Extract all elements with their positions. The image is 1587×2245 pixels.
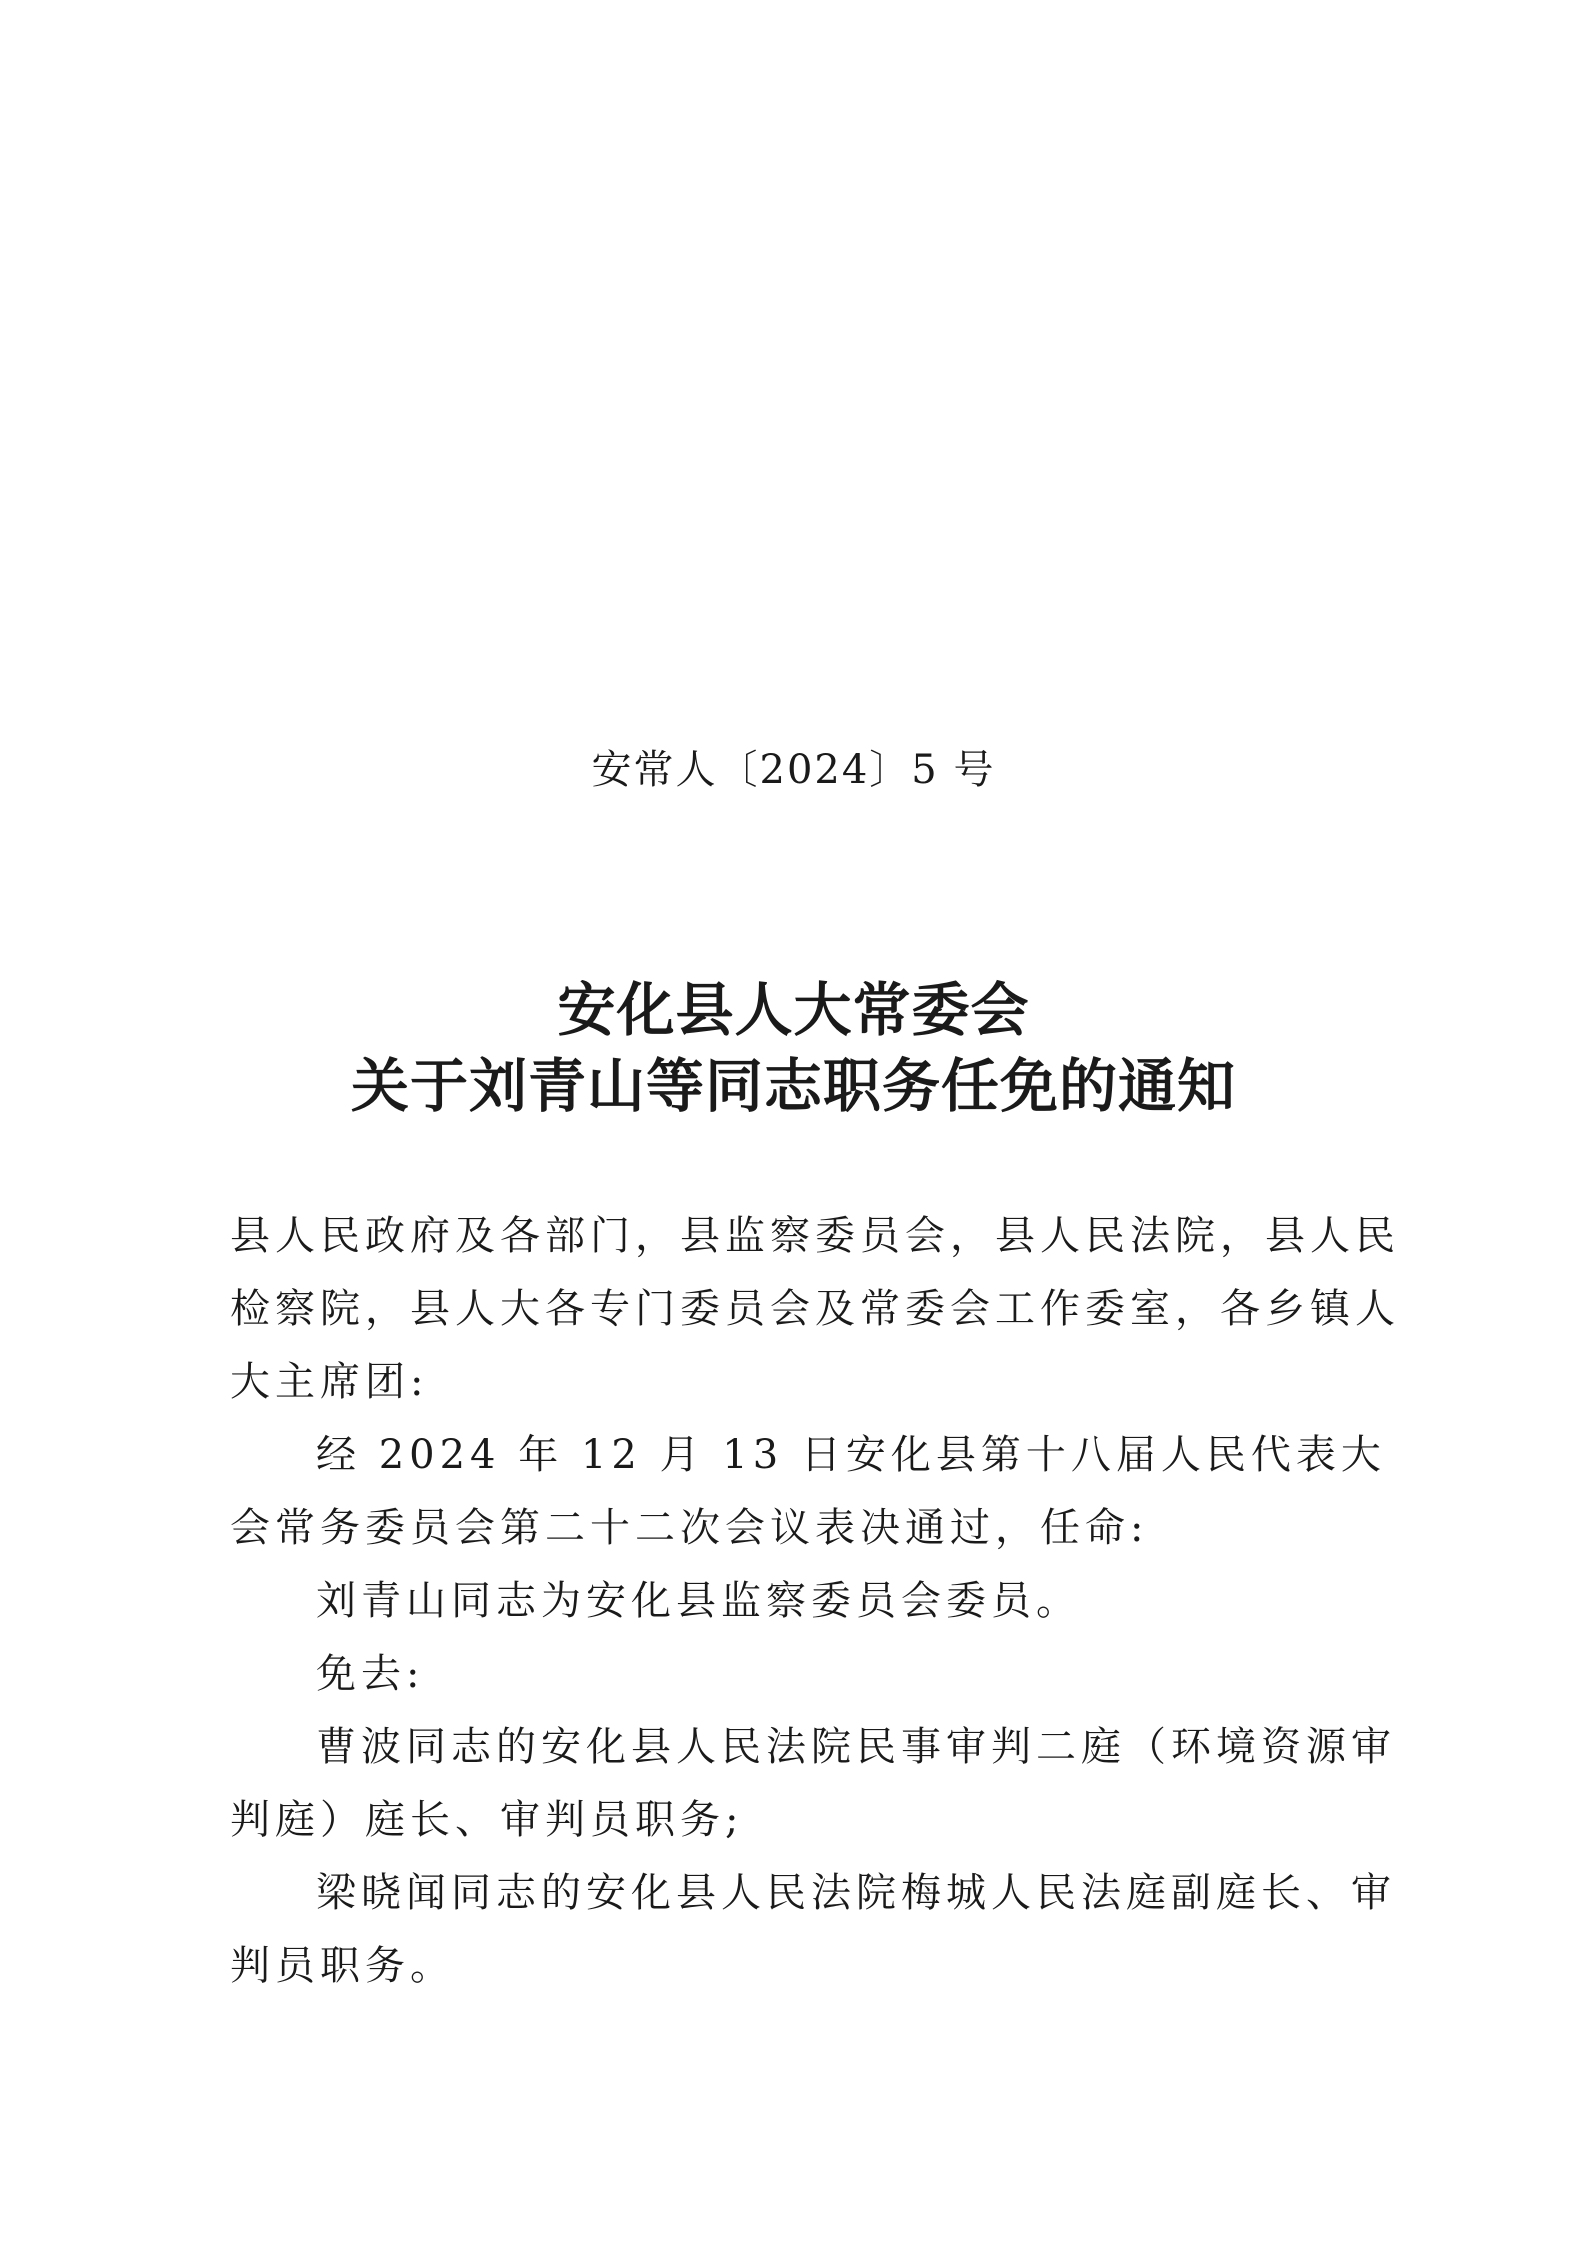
title-line-1: 安化县人大常委会 bbox=[557, 976, 1030, 1044]
paragraph-removal-heading: 免去: bbox=[316, 1651, 425, 1697]
paragraph-appointment: 刘青山同志为安化县监察委员会委员。 bbox=[316, 1578, 1081, 1624]
document-title bbox=[0, 972, 1587, 1124]
paragraph-removal-2: 梁晓闻同志的安化县人民法院梅城人民法庭副庭长、审判员职务。 bbox=[230, 1870, 1396, 1989]
paragraph-resolution: 经 2024 年 12 月 13 日安化县第十八届人民代表大会常务委员会第二十二次会议表决通过，任命: bbox=[230, 1432, 1386, 1551]
paragraph-removal-1: 曹波同志的安化县人民法院民事审判二庭（环境资源审判庭）庭长、审判员职务; bbox=[230, 1724, 1396, 1843]
salutation: 县人民政府及各部门，县监察委员会，县人民法院，县人民检察院，县人大各专门委员会及常委会工作委室，各乡镇人大主席团: bbox=[230, 1213, 1400, 1405]
title-line-2: 关于刘青山等同志职务任免的通知 bbox=[350, 1052, 1236, 1120]
document-body bbox=[230, 1200, 1410, 2003]
document-number: 安常人〔2024〕5 号 bbox=[591, 747, 996, 793]
